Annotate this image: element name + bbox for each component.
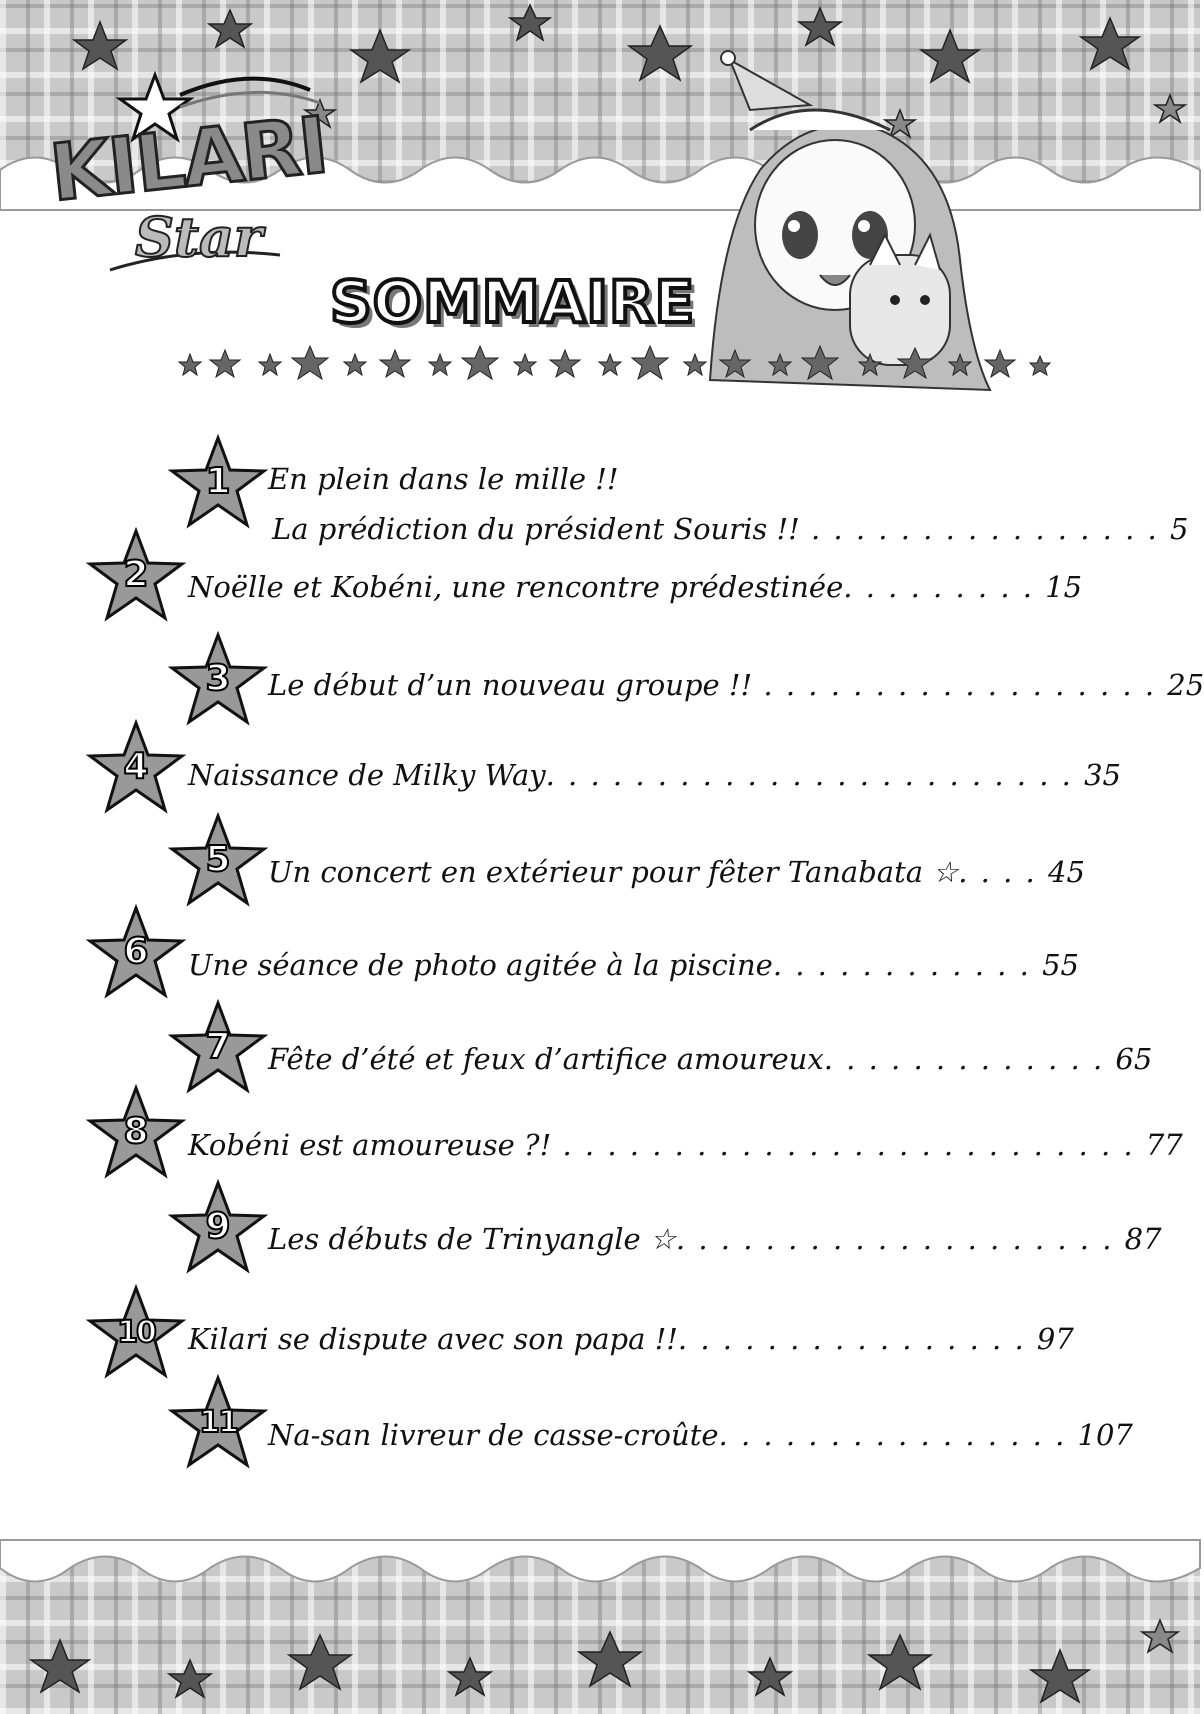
star-icon (869, 1635, 931, 1689)
chapter-badge (170, 632, 266, 728)
page-number: 97 (1036, 1322, 1074, 1356)
chapter-title: Une séance de photo agitée à la piscine (188, 948, 773, 982)
page-number: 55 (1042, 948, 1079, 982)
chapter-badge (88, 528, 184, 624)
leader-dots: . . . . . . . . . (843, 570, 1046, 604)
star-icon (749, 1658, 791, 1695)
chapter-badge (170, 1000, 266, 1096)
toc-entry (268, 668, 1204, 702)
star-icon (449, 1658, 491, 1695)
chapter-number: 8 (123, 1111, 149, 1152)
chapter-title: Un concert en extérieur pour fêter Tanabata ☆ (268, 855, 959, 889)
star-icon (1031, 1650, 1089, 1702)
page-number: 15 (1045, 570, 1083, 604)
page-number: 107 (1077, 1418, 1133, 1452)
chapter-badge (170, 435, 266, 531)
chapter-badge (170, 813, 266, 909)
page-number: 87 (1124, 1222, 1162, 1256)
toc-entry (188, 1128, 1183, 1162)
leader-dots: . . . . (958, 855, 1048, 889)
toc-entry (268, 855, 1085, 889)
chapter-number: 11 (199, 1405, 237, 1440)
chapter-badge (88, 905, 184, 1001)
star-icon (579, 1632, 641, 1686)
logo-sub-text: Star (135, 205, 263, 269)
page-number: 5 (1169, 512, 1189, 546)
page-number: 45 (1048, 855, 1085, 889)
page-number: 25 (1167, 668, 1204, 702)
bottom-decorative-band (0, 1540, 1200, 1714)
chapter-title: Le début d’un nouveau groupe !! (268, 668, 753, 702)
chapter-number: 1 (205, 461, 231, 502)
chapter-number: 9 (205, 1206, 231, 1247)
chapter-badge (88, 1285, 184, 1381)
leader-dots: . . . . . . . . . . . . . (823, 1042, 1116, 1076)
chapter-number: 7 (205, 1026, 231, 1067)
chapter-title-line1: En plein dans le mille !! (268, 462, 619, 496)
logo-main-text: KILARI (46, 100, 331, 220)
leader-dots: . . . . . . . . . . . . . . . . . . . . . . . . . . (551, 1128, 1146, 1162)
star-icon (289, 1635, 351, 1689)
toc-entry (272, 512, 1188, 546)
toc-entry (188, 1322, 1074, 1356)
star-icon (1142, 1620, 1178, 1652)
leader-dots: . . . . . . . . . . . . . . . . . . (752, 668, 1168, 702)
toc-entry (188, 948, 1079, 982)
toc-entry-title (268, 462, 619, 496)
chapter-title: Kilari se dispute avec son papa !! (188, 1322, 678, 1356)
chapter-number: 4 (123, 746, 149, 787)
page-number: 77 (1145, 1128, 1183, 1162)
page-title: SOMMAIRE (330, 268, 696, 336)
toc-entry (268, 1418, 1133, 1452)
chapter-number: 6 (123, 931, 149, 972)
chapter-badge (170, 1375, 266, 1471)
chapter-number: 5 (205, 839, 231, 880)
star-icon (31, 1640, 89, 1692)
star-icon (169, 1660, 211, 1697)
toc-entry (188, 570, 1082, 604)
chapter-title: Naissance de Milky Way (188, 758, 546, 792)
chapter-badge (88, 720, 184, 816)
chapter-title: Kobéni est amoureuse ?! (188, 1128, 552, 1162)
chapter-badge (88, 1085, 184, 1181)
chapter-title: Noëlle et Kobéni, une rencontre prédestinée (188, 570, 844, 604)
chapter-badge (170, 1180, 266, 1276)
toc-entry (268, 1042, 1152, 1076)
chapter-number: 10 (117, 1315, 155, 1350)
chapter-title-line2: La prédiction du président Souris !! (272, 512, 800, 546)
toc-entry (188, 758, 1121, 792)
bottom-band-decor (0, 1540, 1200, 1714)
chapter-title: Les débuts de Trinyangle ☆ (268, 1222, 676, 1256)
chapter-title: Fête d’été et feux d’artifice amoureux (268, 1042, 824, 1076)
page-number: 35 (1084, 758, 1122, 792)
leader-dots: . . . . . . . . . . . . . . . . (799, 512, 1170, 546)
leader-dots: . . . . . . . . . . . . . . . . (677, 1322, 1037, 1356)
chapter-title: Na-san livreur de casse-croûte (268, 1418, 719, 1452)
leader-dots: . . . . . . . . . . . . (772, 948, 1043, 982)
toc-entry (268, 1222, 1162, 1256)
page-number: 65 (1115, 1042, 1153, 1076)
leader-dots: . . . . . . . . . . . . . . . . . . . . (675, 1222, 1125, 1256)
chapter-number: 3 (205, 658, 231, 699)
leader-dots: . . . . . . . . . . . . . . . . . . . . . . . . (545, 758, 1085, 792)
chapter-number: 2 (123, 554, 149, 595)
leader-dots: . . . . . . . . . . . . . . . . (718, 1418, 1078, 1452)
